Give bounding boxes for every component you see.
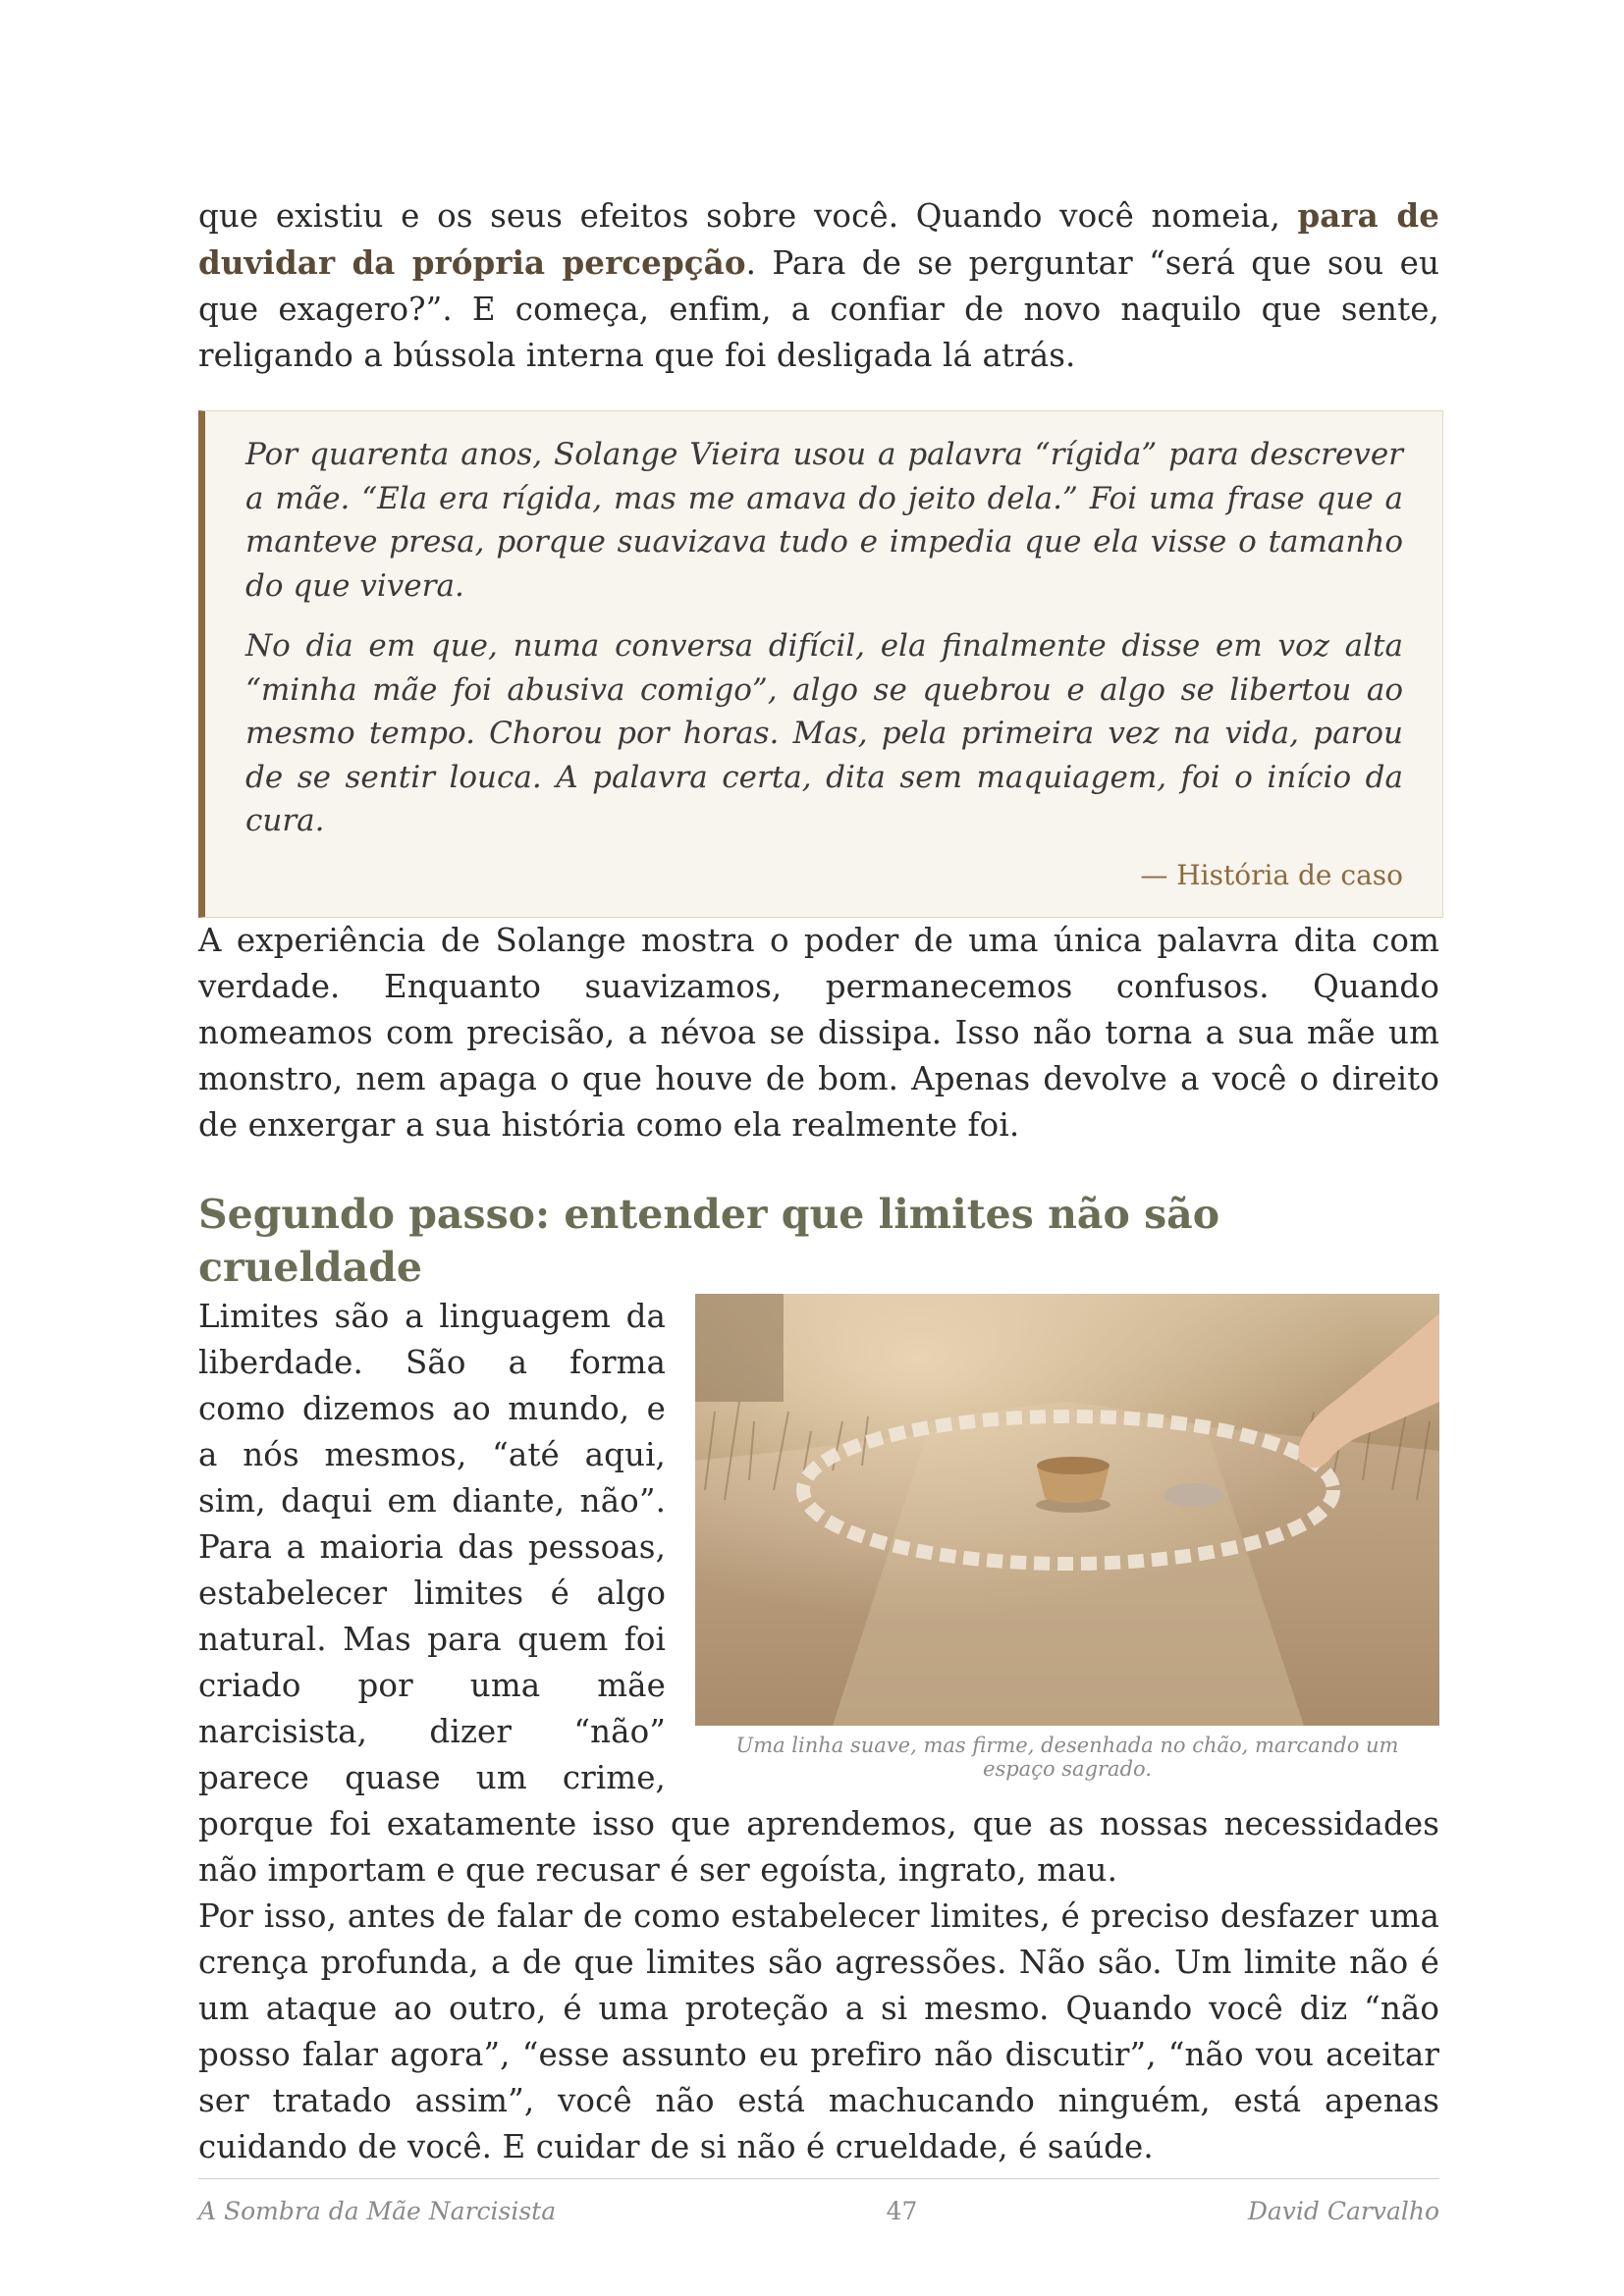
section-body — [198, 1294, 1439, 1894]
paragraph-solange: A experiência de Solange mostra o poder de uma única palavra dita com verdade. Enquanto suavizamos, permanecemos confusos. Quando nomeamos com precisão, a névoa se dissipa. Isso não torna a sua mãe um monstro, nem apaga o que houve de bom. Apenas devolve a você o direito de enxergar a sua história como ela realmente foi. — [198, 921, 1439, 1144]
section-heading: Segundo passo: entender que limites não são crueldade — [198, 1190, 1220, 1291]
figure — [695, 1294, 1439, 1781]
page-number: 47 — [886, 2197, 918, 2225]
paragraph-beliefs: Por isso, antes de falar de como estabelecer limites, é preciso desfazer uma crença profunda, a de que limites são agressões. Não são. Um limite não é um ataque ao outro, é uma proteção a si mesmo. Quando você diz “não posso falar agora”, “esse assunto eu prefiro não discutir”, “não vou aceitar ser tratado assim”, você não está machucando ninguém, está apenas cuidando de você. E cuidar de si não é crueldade, é saúde. — [198, 1896, 1439, 2165]
quote-paragraph-1: Por quarenta anos, Solange Vieira usou a palavra “rígida” para descrever a mãe. “Ela era rígida, mas me amava do jeito dela.” Foi uma frase que a manteve presa, porque suavizava tudo e impedia que ela visse o tamanho do que vivera. — [245, 437, 1403, 604]
paragraph-limits: Limites são a linguagem da liberdade. São a forma como dizemos ao mundo, e a nós mesmos, “até aqui, sim, daqui em diante, não”. Para a maioria das pessoas, estabelecer limites é algo natural. Mas para quem foi criado por uma mãe narcisista, dizer “não” parece quase um crime, porque foi exatamente isso que aprendemos, que as nossas necessidades não importam e que recusar é ser egoísta, ingrato, mau. — [198, 1297, 1439, 1889]
stone-circle-photo — [695, 1294, 1439, 1726]
page-footer — [198, 2178, 1439, 2225]
quote-paragraph-2: No dia em que, numa conversa difícil, ela finalmente disse em voz alta “minha mãe foi abusiva comigo”, algo se quebrou e algo se libertou ao mesmo tempo. Chorou por horas. Mas, pela primeira vez na vida, parou de se sentir louca. A palavra certa, dita sem maquiagem, foi o início da cura. — [245, 628, 1403, 838]
page-content — [198, 192, 1439, 2170]
case-story-blockquote — [198, 410, 1443, 918]
bold-emphasis: para de duvidar da própria percepção — [198, 196, 1439, 282]
footer-book-title: A Sombra da Mãe Narcisista — [198, 2197, 557, 2225]
paragraph-opening — [198, 192, 1439, 379]
footer-author: David Carvalho — [1247, 2197, 1439, 2225]
figure-caption: Uma linha suave, mas firme, desenhada no chão, marcando um espaço sagrado. — [735, 1733, 1399, 1781]
paragraph-text: que existiu e os seus efeitos sobre você. Quando você nomeia, — [198, 197, 1298, 235]
paragraph-text: . Para de se perguntar “será que sou eu que exagero?”. E começa, enfim, a confiar de novo naquilo que sente, religando a bússola interna que foi desligada lá atrás. — [198, 244, 1439, 374]
quote-attribution: — História de caso — [1140, 858, 1403, 891]
